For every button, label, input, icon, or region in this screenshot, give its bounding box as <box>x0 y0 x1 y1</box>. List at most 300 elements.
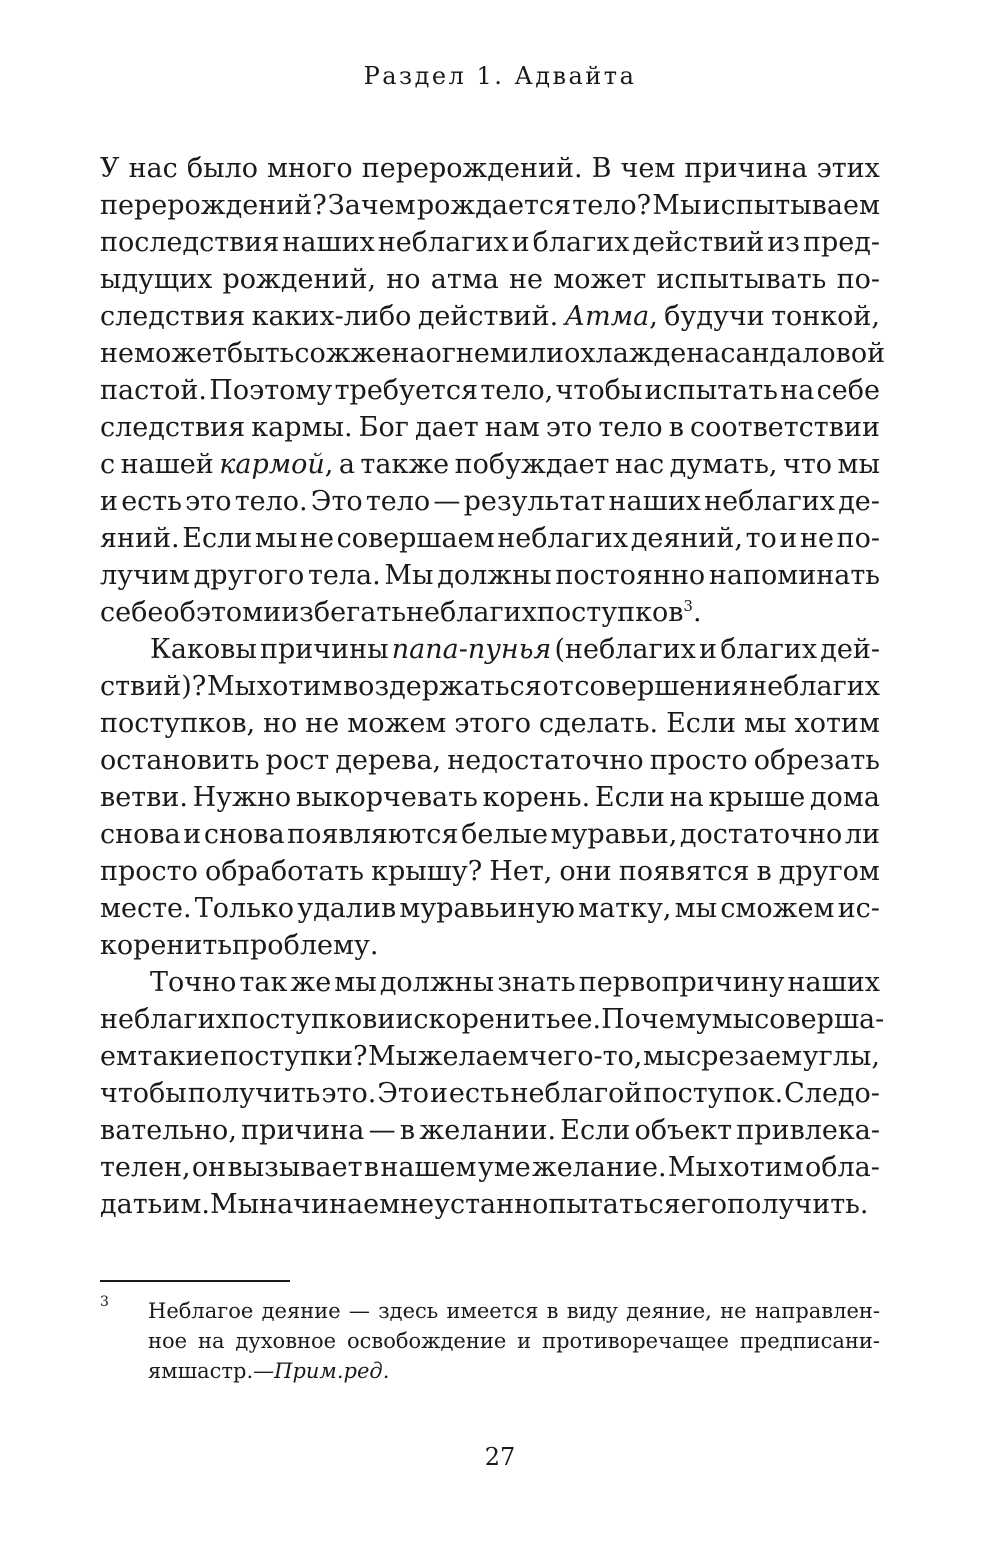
text-run: есть <box>121 486 182 517</box>
word <box>260 631 389 668</box>
word <box>670 779 704 816</box>
word <box>609 483 701 520</box>
word <box>205 853 364 890</box>
text-run: результат <box>463 486 606 517</box>
text-run: Почему <box>601 1004 712 1035</box>
word <box>100 224 279 261</box>
text-run: тело. <box>234 486 308 517</box>
text-line <box>100 853 880 890</box>
word <box>736 1112 880 1149</box>
word <box>664 298 765 335</box>
word <box>129 150 178 187</box>
word <box>718 1149 803 1186</box>
word <box>121 446 214 483</box>
word <box>263 705 297 742</box>
word <box>100 742 260 779</box>
text-run: поступков <box>230 1004 378 1035</box>
word <box>364 1149 379 1186</box>
word <box>227 335 294 372</box>
word <box>187 150 258 187</box>
word <box>461 816 548 853</box>
word <box>615 446 664 483</box>
text-run: в <box>399 1115 416 1146</box>
word <box>800 520 834 557</box>
text-run: искоренить <box>395 1004 561 1035</box>
footnote-line <box>100 1296 880 1326</box>
text-run: Следо- <box>784 1078 880 1109</box>
word <box>305 705 339 742</box>
word <box>100 668 206 705</box>
text-run: Нет, <box>489 856 553 887</box>
text-run: тело <box>598 412 663 443</box>
text-run: и <box>517 1329 532 1353</box>
text-line <box>100 779 880 816</box>
word <box>497 964 575 1001</box>
text-run: выкорчевать <box>295 782 478 813</box>
word <box>554 631 695 668</box>
text-run: Бог <box>358 412 409 443</box>
word <box>426 335 511 372</box>
word <box>100 1075 187 1112</box>
word <box>643 1075 783 1112</box>
text-run: предписани- <box>739 1329 880 1353</box>
word <box>148 1296 253 1326</box>
word <box>565 298 658 335</box>
word <box>334 964 377 1001</box>
text-line <box>100 1001 885 1038</box>
word <box>274 1356 343 1386</box>
text-line <box>100 964 880 1001</box>
text-run: . <box>692 597 702 628</box>
word <box>395 1001 560 1038</box>
word <box>430 1075 448 1112</box>
word <box>779 853 880 890</box>
text-line <box>100 927 880 964</box>
word <box>767 224 800 261</box>
text-run: но <box>263 708 298 739</box>
text-line <box>100 1186 880 1223</box>
text-run: удалив <box>297 893 397 924</box>
word <box>820 631 880 668</box>
text-run: избегать <box>281 597 407 628</box>
word <box>294 335 425 372</box>
word <box>845 816 880 853</box>
word <box>784 1075 880 1112</box>
word <box>533 224 630 261</box>
text-run: (неблагих <box>554 634 696 665</box>
text-run: испытываем <box>702 190 880 221</box>
text-run: крышу? <box>371 856 483 887</box>
text-run: можем <box>347 708 447 739</box>
word <box>546 409 592 446</box>
word <box>560 1112 630 1149</box>
word <box>162 1186 210 1223</box>
word <box>555 557 705 594</box>
word <box>517 1326 531 1356</box>
text-run: Мы <box>384 560 434 591</box>
text-run: матку, <box>578 893 672 924</box>
word <box>497 520 628 557</box>
word <box>100 927 232 964</box>
text-run: просто <box>100 856 198 887</box>
footnote <box>100 1296 880 1386</box>
text-run: недостаточно <box>447 745 644 776</box>
text-run: мы <box>711 1004 755 1035</box>
text-line <box>100 705 880 742</box>
text-run: тело, <box>480 375 554 406</box>
text-run: объект <box>634 1115 733 1146</box>
word <box>100 1001 231 1038</box>
text-run: Точно <box>150 967 237 998</box>
word <box>543 668 574 705</box>
text-run: сделать. <box>538 708 659 739</box>
text-run: благих <box>532 227 630 258</box>
word <box>755 1296 880 1326</box>
word <box>328 187 416 224</box>
word <box>780 372 814 409</box>
word <box>210 1186 259 1223</box>
word <box>837 261 880 298</box>
text-run: это. <box>321 1078 377 1109</box>
text-run: может <box>553 264 647 295</box>
text-run: ствий)? <box>100 671 207 702</box>
word <box>195 890 294 927</box>
word <box>100 520 180 557</box>
text-line <box>100 816 880 853</box>
text-run: огнем <box>425 338 511 369</box>
text-run: было <box>186 153 258 184</box>
text-run: нас <box>614 449 665 480</box>
text-run: мы <box>642 1041 686 1072</box>
text-run: поступки? <box>219 1041 368 1072</box>
text-run: требуется <box>334 375 479 406</box>
text-run: на <box>780 375 815 406</box>
text-run: может <box>133 338 227 369</box>
word <box>100 1038 137 1075</box>
word <box>296 779 478 816</box>
text-run: ее. <box>560 1004 602 1035</box>
word <box>267 150 353 187</box>
text-line <box>100 520 880 557</box>
word <box>287 816 458 853</box>
text-run: наших <box>787 967 880 998</box>
text-run: Неблагое <box>148 1299 254 1323</box>
word <box>509 261 543 298</box>
text-run: много <box>267 153 353 184</box>
word <box>668 1149 717 1186</box>
word <box>204 816 285 853</box>
word <box>686 1038 802 1075</box>
text-run: и <box>779 523 798 554</box>
word <box>419 1112 556 1149</box>
word <box>480 372 553 409</box>
text-run: и <box>429 1078 448 1109</box>
word <box>349 1296 370 1326</box>
text-run: из <box>767 227 800 258</box>
text-run: уме <box>477 1152 531 1183</box>
text-line <box>100 1075 880 1112</box>
word <box>681 1186 727 1223</box>
word <box>754 1001 884 1038</box>
text-run: деяний, <box>630 523 743 554</box>
footnote-text <box>100 1296 880 1386</box>
text-run: мы <box>837 449 880 480</box>
word <box>572 187 651 224</box>
word <box>347 705 446 742</box>
text-run: ям <box>148 1359 178 1383</box>
text-run: перерождений. <box>361 153 583 184</box>
word <box>699 631 717 668</box>
word <box>150 631 257 668</box>
text-run: получить <box>187 1078 321 1109</box>
text-run: Поэтому <box>209 375 333 406</box>
text-run: благих <box>720 634 818 665</box>
word <box>720 631 817 668</box>
word <box>708 779 805 816</box>
word <box>251 409 352 446</box>
text-run: пытаться <box>548 1189 681 1220</box>
word <box>561 1001 602 1038</box>
text-run: направлен- <box>754 1299 880 1323</box>
text-run: Нужно <box>192 782 292 813</box>
text-run: тонкой, <box>771 301 880 332</box>
text-run: последствия <box>100 227 280 258</box>
word <box>266 742 330 779</box>
text-run: деяние <box>261 1299 341 1323</box>
word <box>553 261 646 298</box>
text-line <box>100 1112 880 1149</box>
word <box>255 520 298 557</box>
text-run: — <box>253 1359 275 1383</box>
text-run: неблагих <box>749 671 880 702</box>
italic-text: Прим. <box>274 1359 344 1383</box>
text-run: ное <box>148 1329 188 1353</box>
word <box>645 372 778 409</box>
text-run: Это <box>377 1078 430 1109</box>
text-run: остановить <box>100 745 260 776</box>
word <box>368 1038 417 1075</box>
text-run: следствия <box>100 412 246 443</box>
word <box>192 1149 226 1186</box>
text-run: тело? <box>572 190 652 221</box>
text-run: рождений, <box>222 264 377 295</box>
text-run: и <box>263 597 282 628</box>
text-run: здесь <box>378 1299 439 1323</box>
text-run: первопричину <box>578 967 785 998</box>
word <box>148 1326 187 1356</box>
word <box>749 668 880 705</box>
text-run: чем <box>620 153 676 184</box>
text-run: проблему. <box>232 930 379 961</box>
word <box>196 594 263 631</box>
word <box>704 483 835 520</box>
text-run: духовное <box>235 1329 337 1353</box>
text-run: этого <box>454 708 531 739</box>
word <box>380 964 494 1001</box>
text-run: а <box>338 449 355 480</box>
page-number: 27 <box>484 1443 516 1471</box>
word <box>148 1356 178 1386</box>
text-run: мы <box>334 967 377 998</box>
word <box>675 890 718 927</box>
text-run: муравьиную <box>399 893 575 924</box>
text-run: должны <box>437 560 552 591</box>
text-run: и <box>511 227 530 258</box>
word <box>183 816 201 853</box>
text-run: Если <box>560 1115 631 1146</box>
text-run: обла- <box>805 1152 880 1183</box>
word <box>231 1001 378 1038</box>
word <box>511 335 564 372</box>
text-run: неблагих <box>100 1004 231 1035</box>
word <box>209 372 332 409</box>
text-run: дей- <box>820 634 880 665</box>
word <box>632 224 764 261</box>
text-run: месте. <box>100 893 192 924</box>
word <box>684 150 807 187</box>
word <box>744 705 787 742</box>
word <box>100 594 163 631</box>
word <box>406 594 537 631</box>
text-run: чтобы <box>100 1078 187 1109</box>
word <box>431 261 499 298</box>
word <box>100 187 327 224</box>
text-run: Каковы <box>150 634 257 665</box>
text-run: кармы. <box>251 412 353 443</box>
word <box>335 372 478 409</box>
text-run: испытывать <box>656 264 827 295</box>
text-line <box>100 150 880 187</box>
text-line <box>100 742 880 779</box>
word <box>380 1149 476 1186</box>
word <box>252 298 412 335</box>
italic-text: ред. <box>343 1359 390 1383</box>
text-run: снова <box>100 819 181 850</box>
text-run: им. <box>162 1189 210 1220</box>
word <box>578 890 671 927</box>
text-run: рождается <box>416 190 572 221</box>
text-run: не <box>305 708 340 739</box>
word <box>194 557 305 594</box>
text-run: другом <box>778 856 880 887</box>
footnote-mark: 3 <box>100 1294 109 1310</box>
word <box>366 483 430 520</box>
word <box>339 446 355 483</box>
word <box>454 705 531 742</box>
text-run: лучим <box>100 560 190 591</box>
text-run: крыше <box>708 782 806 813</box>
word <box>779 520 797 557</box>
word <box>680 816 842 853</box>
word <box>150 964 236 1001</box>
text-run: ем <box>100 1041 137 1072</box>
word <box>598 409 662 446</box>
word <box>783 446 832 483</box>
word <box>620 150 675 187</box>
word <box>551 816 678 853</box>
word <box>362 150 583 187</box>
word <box>455 446 610 483</box>
word <box>198 1326 225 1356</box>
word <box>400 1112 415 1149</box>
word <box>100 1149 191 1186</box>
text-run: поступок. <box>643 1078 784 1109</box>
text-run: — <box>348 1299 370 1323</box>
word <box>669 409 684 446</box>
text-run: так <box>239 967 288 998</box>
text-run: Если <box>666 708 737 739</box>
text-run: но <box>386 264 421 295</box>
text-run: обработать <box>204 856 365 887</box>
word <box>369 1112 396 1149</box>
word <box>626 1296 712 1326</box>
word <box>347 1326 506 1356</box>
text-run: Мы <box>667 1152 718 1183</box>
word <box>100 150 120 187</box>
word <box>512 224 530 261</box>
word <box>478 1149 531 1186</box>
word <box>300 520 334 557</box>
word <box>193 779 292 816</box>
text-run: мы <box>674 893 718 924</box>
text-run: по- <box>836 264 880 295</box>
text-line <box>100 594 880 631</box>
word <box>635 1112 732 1149</box>
word <box>712 1001 755 1038</box>
word <box>529 1038 642 1075</box>
word <box>263 594 281 631</box>
text-run: нашей <box>120 449 214 480</box>
text-run: этих <box>816 153 880 184</box>
word <box>290 964 331 1001</box>
word <box>262 1296 341 1326</box>
word <box>746 520 777 557</box>
text-run: в <box>668 412 684 443</box>
word <box>837 446 880 483</box>
text-run: Если <box>594 782 665 813</box>
text-run: такие <box>137 1041 220 1072</box>
text-line <box>100 224 880 261</box>
word <box>100 779 188 816</box>
word <box>592 150 612 187</box>
word <box>564 335 720 372</box>
word <box>837 520 880 557</box>
text-run: белые <box>461 819 548 850</box>
word <box>321 1075 376 1112</box>
text-run: Если <box>182 523 253 554</box>
word <box>121 483 182 520</box>
word <box>384 557 433 594</box>
word <box>134 335 227 372</box>
text-run: и <box>699 634 718 665</box>
word <box>810 779 880 816</box>
word <box>138 1038 220 1075</box>
word <box>838 483 880 520</box>
text-run: охлаждена <box>564 338 721 369</box>
word <box>337 520 495 557</box>
text-line <box>100 890 880 927</box>
word <box>188 1075 321 1112</box>
text-run: — <box>433 486 461 517</box>
text-run: и <box>183 819 202 850</box>
text-line <box>100 335 886 372</box>
word <box>542 1326 729 1356</box>
text-run: перерождений? <box>100 190 327 221</box>
word <box>219 446 333 483</box>
word <box>100 705 255 742</box>
text-run: неблагих <box>704 486 835 517</box>
word <box>282 224 374 261</box>
